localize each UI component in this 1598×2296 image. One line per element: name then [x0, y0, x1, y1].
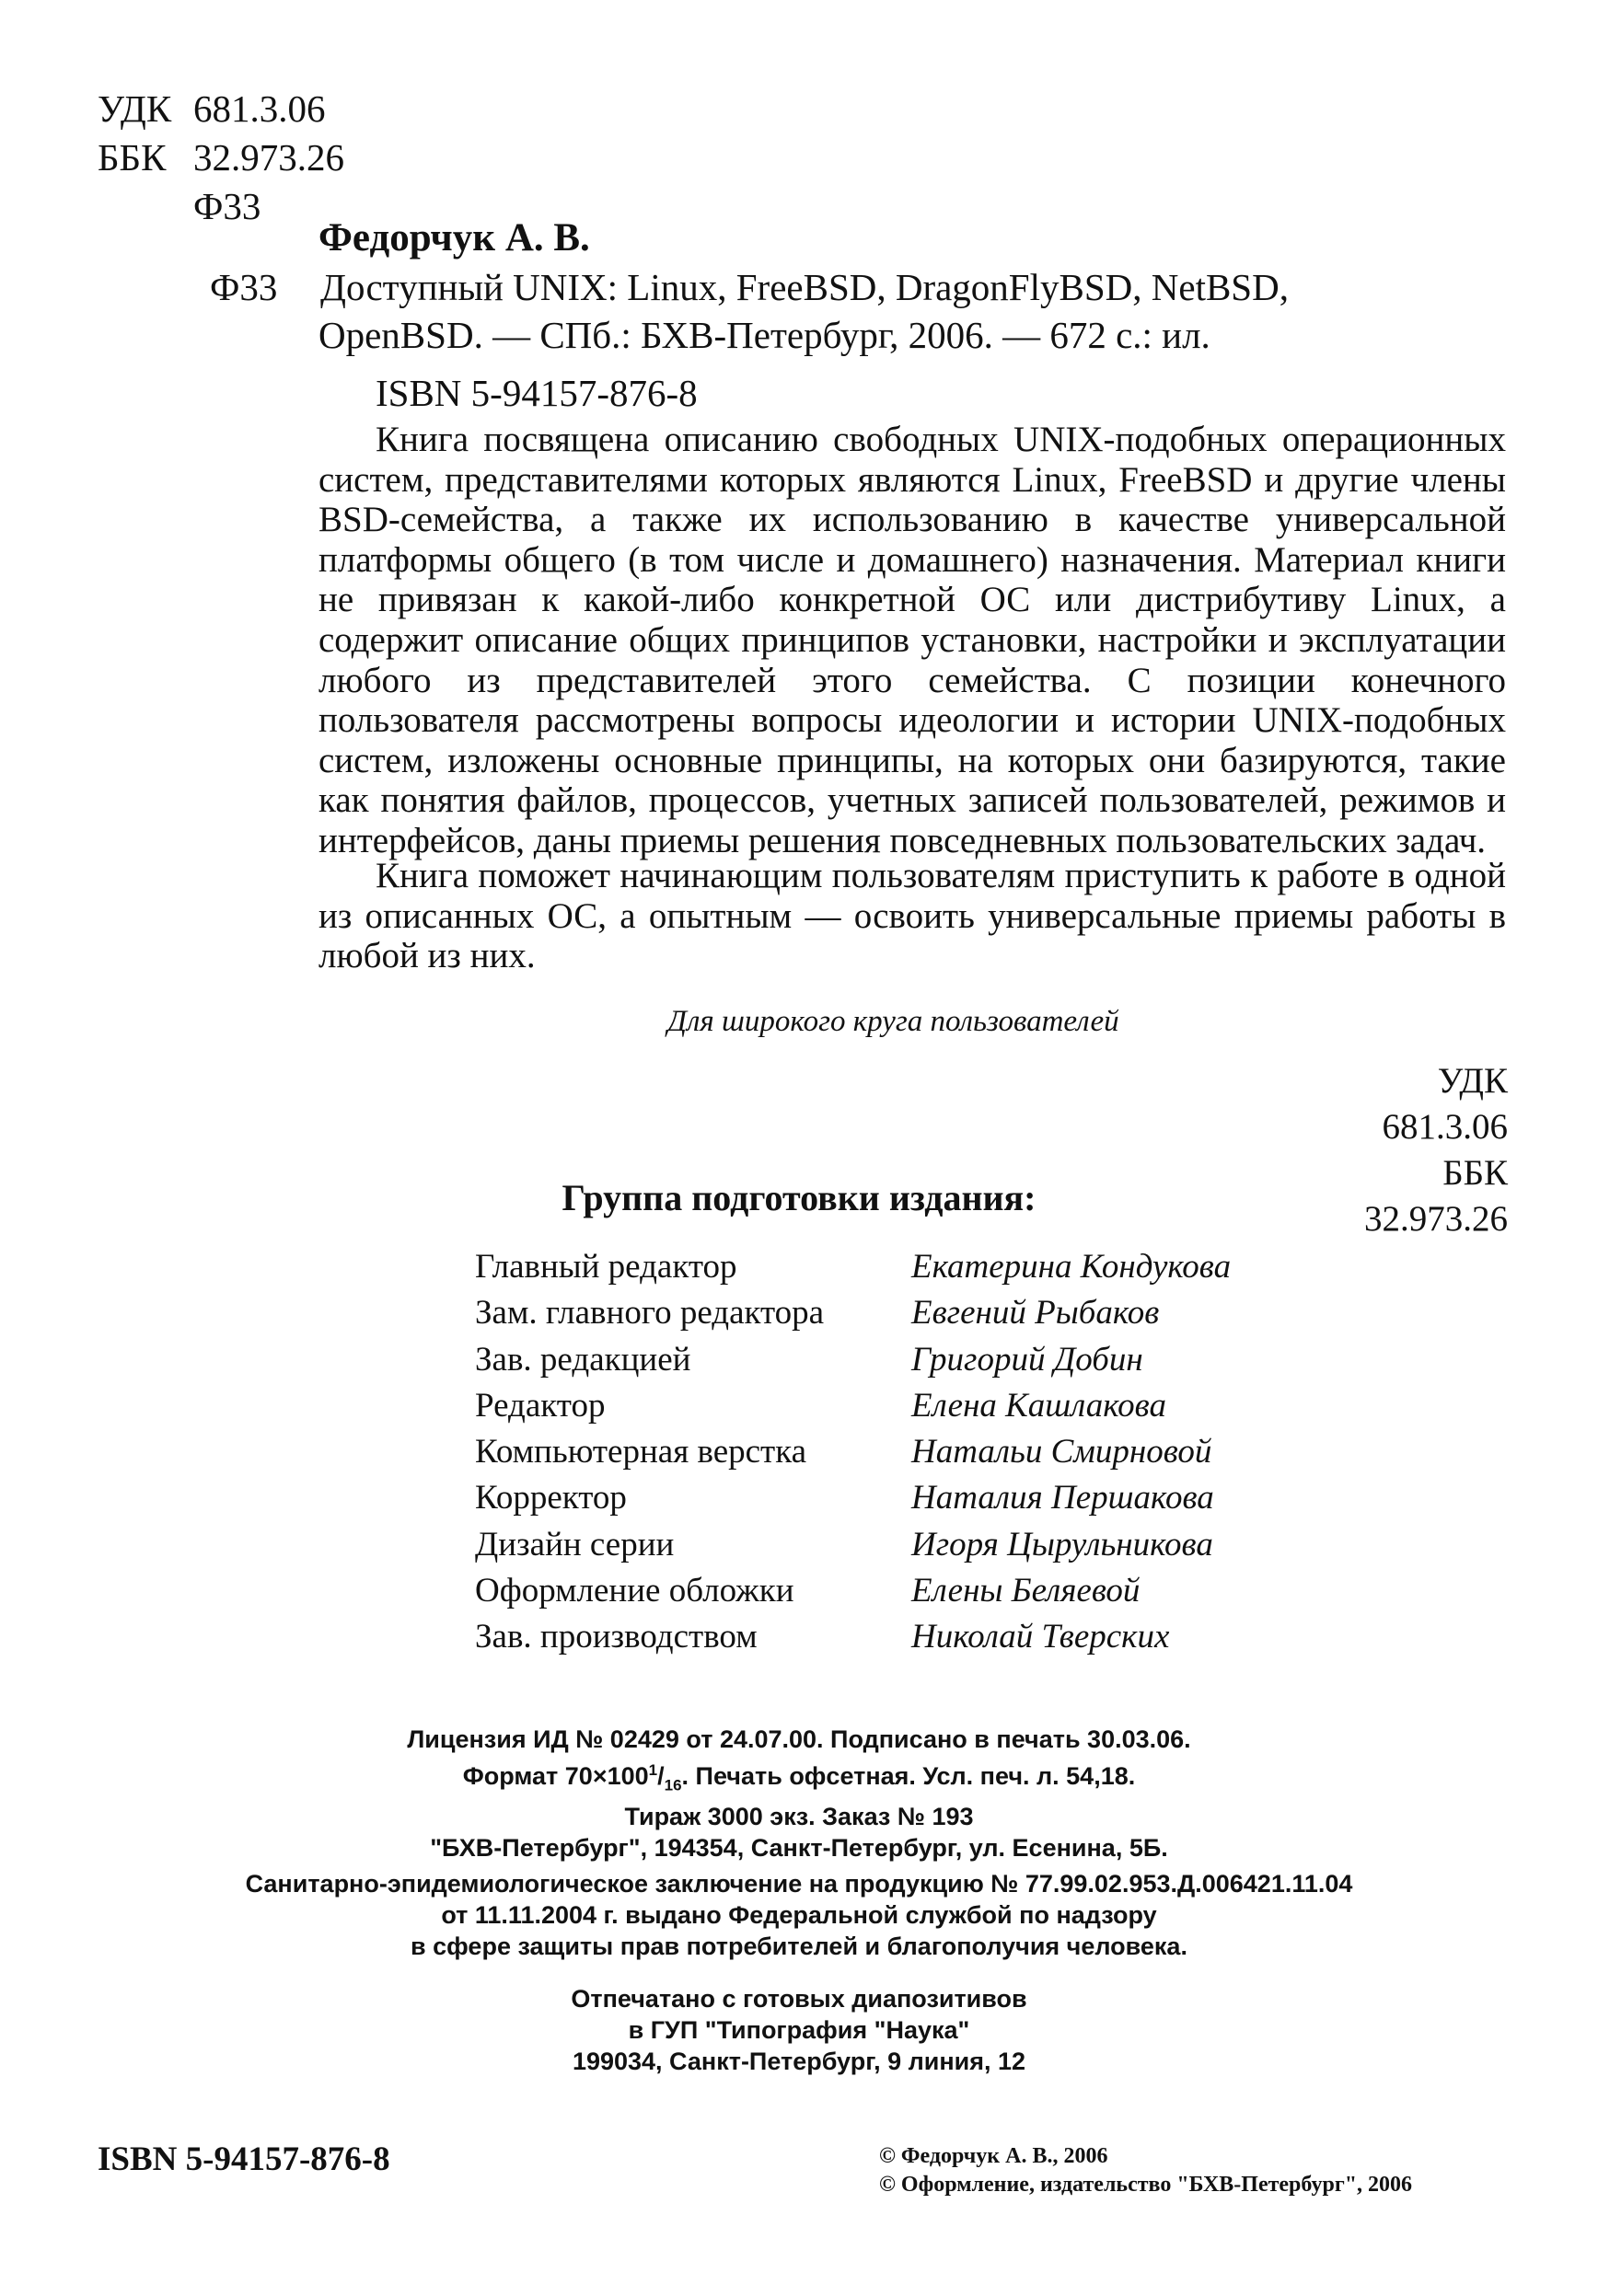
bbk-value: 32.973.26 [193, 136, 344, 179]
format-prefix: Формат 70×100 [462, 1762, 649, 1790]
udk-label: УДК [98, 87, 172, 130]
staff-name: Григорий Добин [911, 1340, 1143, 1379]
staff-name: Евгений Рыбаков [911, 1294, 1160, 1333]
group-title: Группа подготовки издания: [562, 1177, 1036, 1218]
printed-line: в ГУП "Типография "Наука" [628, 2016, 970, 2044]
staff-role: Зам. главного редактора [475, 1294, 825, 1333]
staff-row [475, 1614, 1231, 1660]
staff-name: Игоря Цырульникова [911, 1525, 1213, 1563]
footer-bbk: ББК 32.973.26 [1364, 1153, 1508, 1239]
abstract-paragraph-1: Книга посвящена описанию свободных UNIX-подобных операционных систем, представителями которых являются Linux, FreeBSD и другие члены BSD-семейства, а также их использованию в качестве универсальной платформы общего (в том числе и домашнего) назначения. Материал книги не привязан к какой-либо конкретной ОС или дистрибутиву Linux, а содержит описание общих принципов установки, настройки и эксплуатации любого из представителей этого семейства. С позиции конечного пользователя рассмотрены вопросы идеологии и истории UNIX-подобных систем, изложены основные принципы, на которых они базируются, такие как понятия файлов, процессов, учетных записей пользователей, режимов и интерфейсов, даны приемы решения повседневных пользовательских задач. [318, 420, 1506, 860]
format-suffix: . Печать офсетная. Усл. печ. л. 54,18. [681, 1762, 1136, 1790]
author-name: Федорчук А. В. [318, 216, 590, 260]
staff-role: Дизайн серии [475, 1525, 675, 1563]
staff-row [475, 1337, 1231, 1383]
staff-row [475, 1475, 1231, 1521]
format-sub: 16 [664, 1776, 682, 1794]
staff-name: Елены Беляевой [911, 1572, 1141, 1610]
isbn-bottom: ISBN 5-94157-876-8 [98, 2140, 390, 2178]
footer-udk: УДК 681.3.06 [1382, 1061, 1508, 1147]
publisher-address-line: "БХВ-Петербург", 194354, Санкт-Петербург, ул. Есенина, 5Б. [430, 1834, 1168, 1863]
staff-role: Корректор [475, 1479, 627, 1517]
staff-role: Компьютерная верстка [475, 1433, 807, 1471]
audience-note: Для широкого круга пользователей [667, 1005, 1119, 1038]
staff-role: Зав. производством [475, 1618, 758, 1656]
copyright-block [879, 2142, 1412, 2199]
sanitary-block [0, 1868, 1598, 1962]
udk-row [98, 85, 344, 133]
udk-value: 681.3.06 [193, 87, 326, 130]
staff-row [475, 1290, 1231, 1336]
isbn-top: ISBN 5-94157-876-8 [376, 372, 698, 414]
staff-row [475, 1429, 1231, 1475]
staff-row [475, 1383, 1231, 1429]
abstract-paragraph-2: Книга поможет начинающим пользователям приступить к работе в одной из описанных ОС, а опытным — освоить универсальные приемы работы в любой из них. [318, 856, 1506, 976]
staff-row [475, 1568, 1231, 1614]
license-line: Лицензия ИД № 02429 от 24.07.00. Подписано в печать 30.03.06. [407, 1725, 1191, 1753]
staff-list [475, 1244, 1231, 1661]
copyright-line: © Федорчук А. В., 2006 [879, 2144, 1108, 2168]
staff-name: Екатерина Кондукова [911, 1248, 1232, 1286]
format-sep: / [657, 1762, 665, 1790]
sanitary-line: в сфере защиты прав потребителей и благополучия человека. [411, 1933, 1187, 1960]
staff-row [475, 1522, 1231, 1568]
staff-role: Редактор [475, 1386, 606, 1425]
format-line [0, 1755, 1598, 1801]
staff-name: Елена Кашлакова [911, 1386, 1166, 1425]
printed-line: 199034, Санкт-Петербург, 9 линия, 12 [572, 2048, 1026, 2075]
author-mark-repeat: Ф33 [210, 266, 278, 308]
printed-line: Отпечатано с готовых диапозитивов [571, 1985, 1027, 2013]
license-block [0, 1724, 1598, 1863]
sanitary-line: Санитарно-эпидемиологическое заключение на продукцию № 77.99.02.953.Д.006421.11.04 [245, 1870, 1353, 1898]
printed-block [0, 1983, 1598, 2077]
book-title [320, 263, 1379, 359]
staff-name: Наталия Першакова [911, 1479, 1214, 1517]
bbk-label: ББК [98, 136, 167, 179]
sanitary-line: от 11.11.2004 г. выдано Федеральной службой по надзору [441, 1901, 1157, 1929]
copyright-line: © Оформление, издательство "БХВ-Петербург", 2006 [879, 2173, 1413, 2197]
format-sup: 1 [648, 1761, 658, 1779]
title-line: Доступный UNIX: Linux, FreeBSD, DragonFlyBSD, NetBSD, [320, 266, 1289, 308]
staff-name: Николай Тверских [911, 1618, 1170, 1656]
bbk-row [98, 133, 344, 182]
title-line: OpenBSD. — СПб.: БХВ-Петербург, 2006. — 672 с.: ил. [318, 314, 1210, 356]
staff-role: Главный редактор [475, 1248, 737, 1286]
print-run-line: Тираж 3000 экз. Заказ № 193 [624, 1803, 974, 1831]
staff-row [475, 1244, 1231, 1290]
classification-codes [98, 85, 344, 231]
staff-role: Зав. редакцией [475, 1340, 691, 1379]
staff-role: Оформление обложки [475, 1572, 794, 1610]
staff-name: Натальи Смирновой [911, 1433, 1212, 1471]
author-mark: Ф33 [193, 185, 261, 227]
